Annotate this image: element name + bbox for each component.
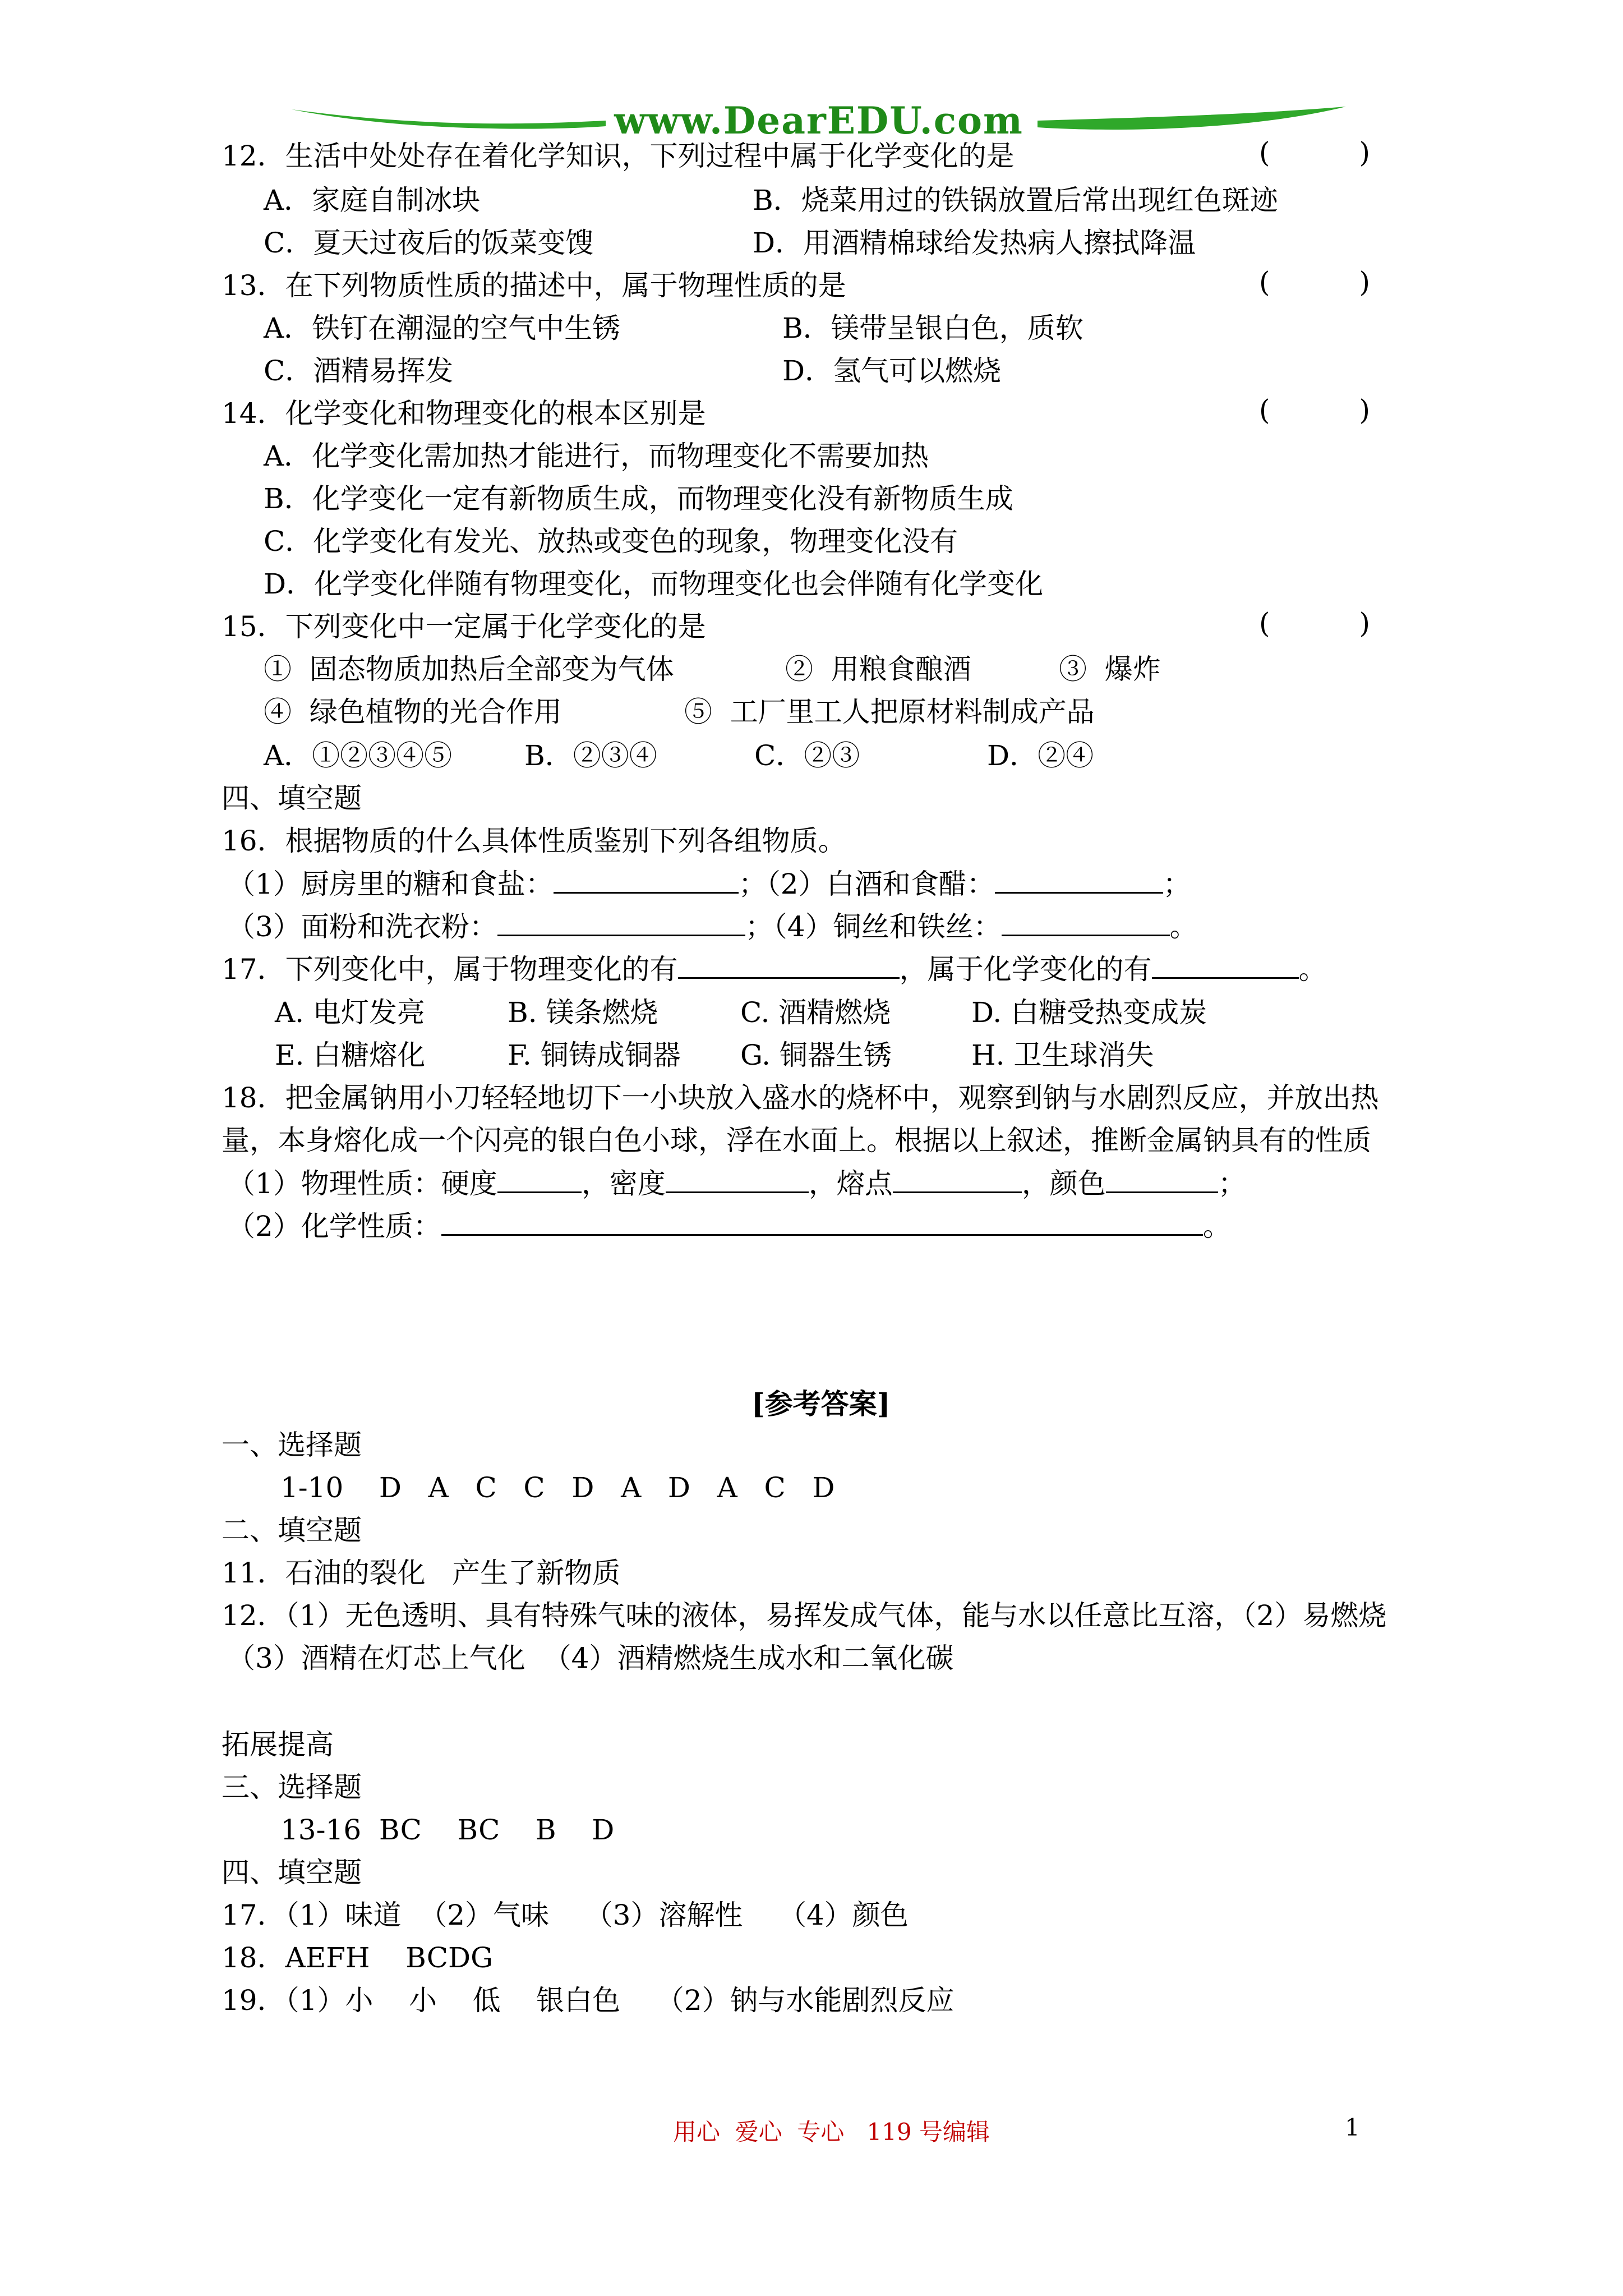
q17-stem (222, 949, 1327, 989)
q14-stem: 14．化学变化和物理变化的根本区别是 (222, 397, 706, 430)
q17-option-h: H. 卫生球消失 (971, 1039, 1154, 1071)
q15-option-b: B．②③④ (524, 739, 657, 772)
answers-line-12: 18．AEFH BCDG (222, 1941, 494, 1974)
answers-title: [参考答案] (751, 1387, 891, 1420)
q13-stem: 13．在下列物质性质的描述中，属于物理性质的是 (222, 269, 846, 302)
answers-line-8: 三、选择题 (222, 1771, 362, 1803)
q16-blank-4[interactable] (1002, 907, 1170, 936)
q15-answer-paren: ( ) (1259, 607, 1370, 639)
q18-melting-label: ，熔点 (808, 1167, 893, 1200)
q18-blank-color[interactable] (1106, 1163, 1218, 1193)
q13-answer-paren: ( ) (1259, 266, 1370, 298)
q17-blank-physical[interactable] (678, 949, 900, 979)
site-logo-text: www.DearEDU.com (614, 99, 1023, 142)
q12-option-c: C．夏天过夜后的饭菜变馊 (264, 227, 594, 259)
page-number: 1 (1345, 2114, 1360, 2141)
q15-option-d: D．②④ (987, 739, 1094, 772)
q17-option-f: F. 铜铸成铜器 (508, 1039, 681, 1071)
q16-stem: 16．根据物质的什么具体性质鉴别下列各组物质。 (222, 825, 846, 857)
q15-option-a: A．①②③④⑤ (264, 739, 453, 772)
q12-option-a: A．家庭自制冰块 (264, 184, 481, 217)
q16-blank-2[interactable] (995, 864, 1163, 894)
q18-chemical-properties (227, 1206, 1231, 1246)
q15-item-4: ④ 绿色植物的光合作用 (264, 696, 562, 728)
q16-blank-1[interactable] (554, 864, 739, 894)
q17-stem-part-c: 。 (1298, 953, 1327, 986)
q16-part-1-label: （1）厨房里的糖和食盐： (227, 868, 554, 900)
q12-stem: 12．生活中处处存在着化学知识，下列过程中属于化学变化的是 (222, 140, 1015, 172)
q16-line-2 (227, 907, 1198, 946)
q16-end-2: 。 (1169, 910, 1198, 943)
q15-stem: 15．下列变化中一定属于化学变化的是 (222, 610, 706, 643)
answers-line-4: 11．石油的裂化 产生了新物质 (222, 1557, 621, 1589)
q12-answer-paren: ( ) (1259, 136, 1370, 169)
q14-option-b: B．化学变化一定有新物质生成，而物理变化没有新物质生成 (264, 482, 1013, 515)
answers-line-11: 17．（1）味道 （2）气味 （3）溶解性 （4）颜色 (222, 1899, 909, 1931)
q18-line-2: 量，本身熔化成一个闪亮的银白色小球，浮在水面上。根据以上叙述，推断金属钠具有的性质 (222, 1124, 1371, 1157)
q18-physical-properties (227, 1163, 1246, 1203)
answers-line-13: 19．（1）小 小 低 银白色 （2）钠与水能剧烈反应 (222, 1984, 955, 2017)
q16-part-2-label: ；（2）白酒和食醋： (738, 868, 995, 900)
q17-stem-part-a: 17．下列变化中，属于物理变化的有 (222, 953, 678, 986)
answers-line-10: 四、填空题 (222, 1856, 362, 1889)
q18-blank-density[interactable] (666, 1163, 809, 1193)
q18-density-label: ，密度 (581, 1167, 666, 1200)
q13-option-a: A．铁钉在潮湿的空气中生锈 (264, 312, 621, 344)
q15-option-c: C．②③ (754, 739, 860, 772)
q13-option-c: C．酒精易挥发 (264, 355, 454, 387)
answers-line-9: 13-16 BC BC B D (280, 1814, 615, 1846)
q15-item-3: ③ 爆炸 (1059, 653, 1161, 685)
q18-blank-melting[interactable] (893, 1163, 1022, 1193)
q18-chemical-label: （2）化学性质： (227, 1210, 441, 1243)
q17-blank-chemical[interactable] (1152, 949, 1299, 979)
q16-part-3-label: （3）面粉和洗衣粉： (227, 910, 497, 943)
answers-line-3: 二、填空题 (222, 1514, 362, 1547)
answers-line-2: 1-10 D A C C D A D A C D (280, 1471, 835, 1504)
q18-blank-hardness[interactable] (497, 1163, 582, 1193)
q13-option-b: B．镁带呈银白色，质软 (782, 312, 1083, 344)
q18-hardness-label: （1）物理性质：硬度 (227, 1167, 497, 1200)
q14-option-a: A．化学变化需加热才能进行，而物理变化不需要加热 (264, 440, 929, 472)
q17-option-g: G. 铜器生锈 (740, 1039, 892, 1071)
q16-line-1 (227, 864, 1191, 904)
q17-stem-part-b: ，属于化学变化的有 (899, 953, 1152, 986)
answers-line-6: （3）酒精在灯芯上气化 （4）酒精燃烧生成水和二氧化碳 (227, 1642, 954, 1674)
q17-option-a: A. 电灯发亮 (275, 996, 425, 1029)
q18-blank-chemical[interactable] (441, 1206, 1203, 1236)
q18-line-1: 18．把金属钠用小刀轻轻地切下一小块放入盛水的烧杯中，观察到钠与水剧烈反应，并放出热 (222, 1082, 1379, 1114)
q15-item-1: ① 固态物质加热后全部变为气体 (264, 653, 674, 685)
q17-option-e: E. 白糖熔化 (275, 1039, 426, 1071)
q16-part-4-label: ；（4）铜丝和铁丝： (745, 910, 1002, 943)
q12-option-b: B．烧菜用过的铁锅放置后常出现红色斑迹 (753, 184, 1278, 217)
answers-line-7: 拓展提高 (222, 1728, 334, 1761)
q17-option-c: C. 酒精燃烧 (740, 996, 891, 1029)
q17-option-d: D. 白糖受热变成炭 (971, 996, 1207, 1029)
q18-color-label: ，颜色 (1021, 1167, 1106, 1200)
q15-item-5: ⑤ 工厂里工人把原材料制成产品 (684, 696, 1095, 728)
q13-option-d: D．氢气可以燃烧 (782, 355, 1002, 387)
answers-line-5: 12．（1）无色透明、具有特殊气味的液体，易挥发成气体，能与水以任意比互溶，（2）易燃烧 (222, 1599, 1387, 1632)
answers-line-1: 一、选择题 (222, 1429, 362, 1461)
q14-option-d: D．化学变化伴随有物理变化，而物理变化也会伴随有化学变化 (264, 568, 1044, 600)
q16-blank-3[interactable] (497, 907, 745, 936)
q18-chemical-end: 。 (1202, 1210, 1231, 1243)
q17-option-b: B. 镁条燃烧 (508, 996, 658, 1029)
q14-option-c: C．化学变化有发光、放热或变色的现象，物理变化没有 (264, 525, 958, 558)
q16-end-1: ； (1163, 868, 1191, 900)
q12-option-d: D．用酒精棉球给发热病人擦拭降温 (753, 227, 1196, 259)
q18-physical-end: ； (1218, 1167, 1246, 1200)
q15-item-2: ② 用粮食酿酒 (785, 653, 971, 685)
footer-slogan: 用心 爱心 专心 119 号编辑 (673, 2118, 990, 2146)
q14-answer-paren: ( ) (1259, 394, 1370, 426)
section-fill-in-title: 四、填空题 (222, 782, 362, 815)
